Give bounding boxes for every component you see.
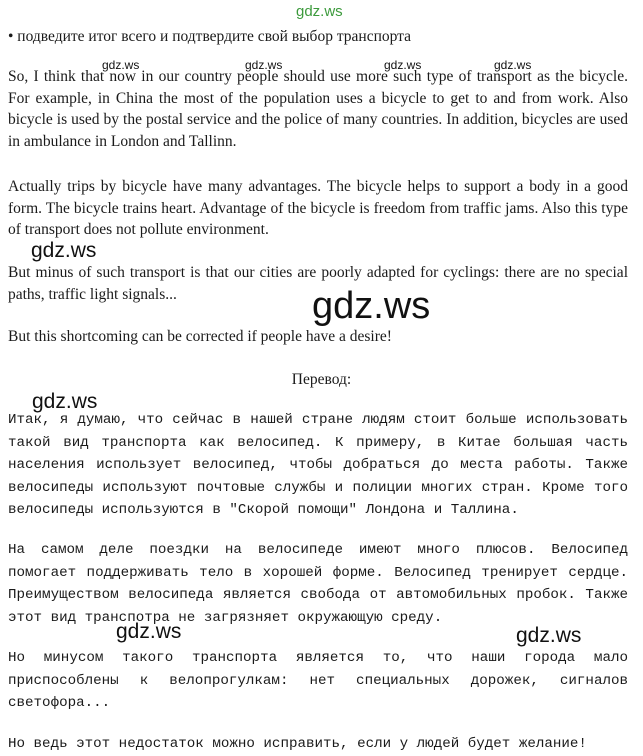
english-paragraph-4: But this shortcoming can be corrected if people have a desire! [8, 328, 392, 345]
watermark-medium: gdz.ws [32, 390, 98, 413]
watermark-small: gdz.ws [102, 58, 140, 72]
english-paragraph-2: Actually trips by bicycle have many advantages. The bicycle helps to support a body in a good form. The bicycle trains heart. Advantage of the bicycle is freedom from traffic jams. Also this type of transport does not pollute environment. [8, 178, 628, 238]
task-bullet: • подведите итог всего и подтвердите свой выбор транспорта [8, 28, 412, 45]
russian-paragraph-1: Итак, я думаю, что сейчас в нашей стране людям стоит больше использовать такой вид транспорта как велосипед. К примеру, в Китае большая часть населения использует велосипед, чтобы добраться до места работы. Также велосипеды используют почтовые службы и полиции многих стран. Кроме того велосипеды используются в "Скорой помощи" Лондона и Таллина. [8, 412, 628, 518]
watermark-small: gdz.ws [494, 58, 532, 72]
russian-paragraph-2: На самом деле поездки на велосипеде имеют много плюсов. Велосипед помогает поддерживать тело в хорошей форме. Велосипед тренирует сердце. Преимуществом велосипеда является свобода от автомобильных пробок. Также этот вид транспотра не загрязняет окружающую среду. [8, 542, 628, 626]
english-paragraph-3: But minus of such transport is that our cities are poorly adapted for cyclings: there are no special paths, traffic light signals... [8, 264, 628, 303]
russian-paragraph-3: Но минусом такого транспорта является то, что наши города мало приспособлены к велопрогулкам: нет специальных дорожек, сигналов светофора... [8, 650, 628, 711]
watermark-medium: gdz.ws [31, 239, 97, 262]
russian-paragraph-4: Но ведь этот недостаток можно исправить, если у людей будет желание! [8, 736, 587, 752]
watermark-small: gdz.ws [245, 58, 283, 72]
english-paragraph-1: So, I think that now in our country people should use more such type of transport as the bicycle. For example, in China the most of the population uses a bicycle to get to and from work. Also bicycle is used by the postal service and the police of many countries. In addition, bicycles are used in ambulance in London and Tallinn. [8, 68, 628, 150]
watermark-top: gdz.ws [296, 3, 343, 20]
translation-heading: Перевод: [291, 371, 352, 388]
watermark-medium: gdz.ws [516, 624, 582, 647]
watermark-small: gdz.ws [384, 58, 422, 72]
watermark-medium: gdz.ws [116, 620, 182, 643]
watermark-large: gdz.ws [312, 285, 431, 327]
